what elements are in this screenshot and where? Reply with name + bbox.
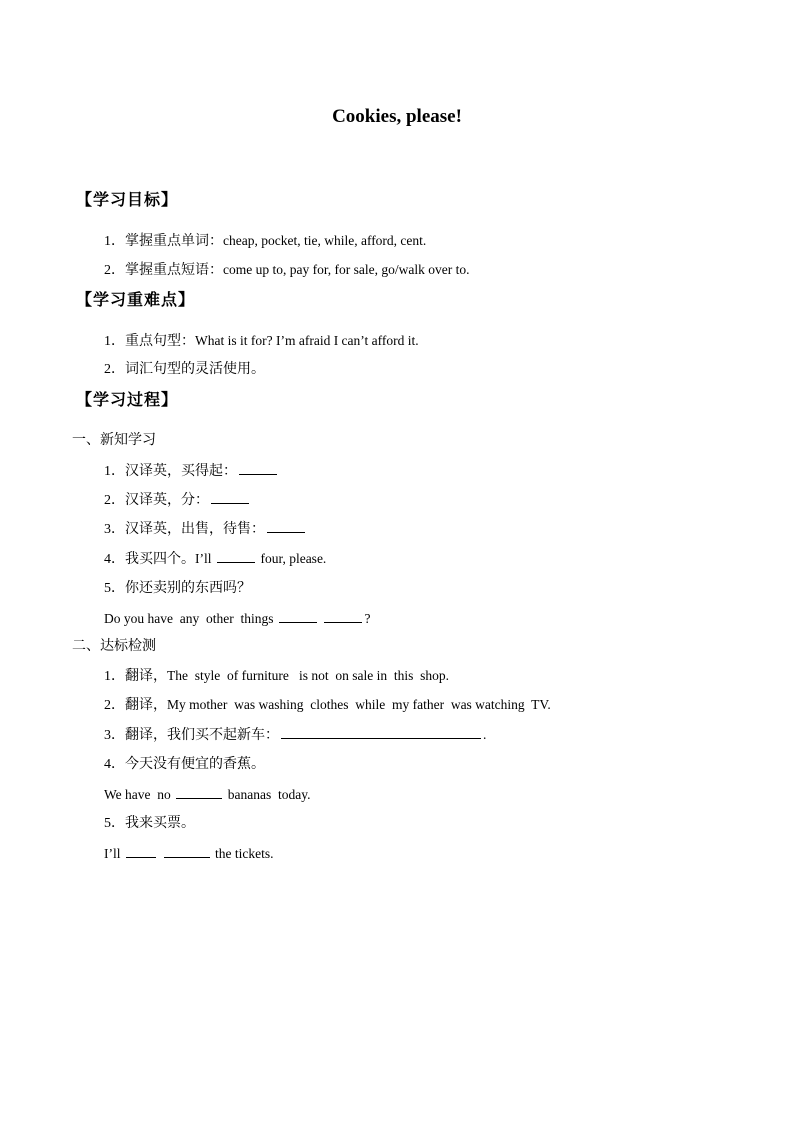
item-number: 2． — [104, 493, 125, 508]
item-label: 掌握重点短语： — [125, 262, 223, 278]
item-text-after: four, please. — [260, 551, 327, 566]
check-q5 — [104, 813, 195, 834]
objective-item-1 — [104, 231, 426, 252]
item-number: 1． — [104, 464, 125, 479]
item-text: The style of furniture is not on sale in this shop. — [167, 668, 449, 683]
item-label: 汉译英，分： — [125, 492, 209, 508]
new-knowledge-q5 — [104, 578, 251, 599]
item-label: 掌握重点单词： — [125, 233, 223, 249]
answer-blank[interactable] — [267, 518, 305, 533]
item-number: 5． — [104, 581, 125, 596]
new-knowledge-q4 — [104, 548, 326, 570]
key-point-item-1 — [104, 331, 419, 352]
heading-key-difficult-points: 【学习重难点】 — [76, 290, 196, 309]
answer-blank[interactable] — [281, 724, 481, 739]
item-text-after: bananas today. — [227, 787, 311, 802]
item-number: 4． — [104, 552, 125, 567]
item-text: What is it for? I’m afraid I can’t afford it. — [195, 333, 419, 348]
item-number: 2． — [104, 698, 125, 713]
check-q1 — [104, 666, 449, 687]
key-point-item-2 — [104, 359, 265, 380]
item-label: 翻译， — [125, 668, 167, 684]
heading-learning-objectives: 【学习目标】 — [76, 190, 179, 209]
check-q4-english — [104, 784, 311, 806]
item-label: 我买四个。 — [125, 551, 195, 567]
item-text: My mother was washing clothes while my father was watching TV. — [167, 697, 551, 712]
item-number: 3． — [104, 728, 125, 743]
item-number: 1． — [104, 669, 125, 684]
item-number: 1． — [104, 334, 125, 349]
answer-blank[interactable] — [176, 784, 222, 799]
answer-blank[interactable] — [211, 489, 249, 504]
item-number: 3． — [104, 522, 125, 537]
answer-blank[interactable] — [164, 843, 210, 858]
item-label: 词汇句型的灵活使用。 — [125, 361, 265, 377]
item-number: 1． — [104, 234, 125, 249]
new-knowledge-q2 — [104, 489, 251, 511]
heading-learning-process: 【学习过程】 — [76, 390, 179, 409]
item-number: 2． — [104, 263, 125, 278]
item-label: 今天没有便宜的香蕉。 — [125, 756, 265, 772]
item-text-after: . — [483, 727, 487, 742]
item-number: 2． — [104, 362, 125, 377]
item-text-after: the tickets. — [215, 846, 274, 861]
item-text-before: We have no — [104, 787, 171, 802]
item-label: 翻译， — [125, 697, 167, 713]
item-label: 你还卖别的东西吗？ — [125, 580, 251, 596]
answer-blank[interactable] — [279, 608, 317, 623]
item-text: cheap, pocket, tie, while, afford, cent. — [223, 233, 427, 248]
check-q5-english — [104, 843, 273, 865]
item-label: 汉译英，买得起： — [125, 463, 237, 479]
check-q2 — [104, 695, 551, 716]
item-text-before: I’ll — [195, 551, 212, 566]
answer-blank[interactable] — [126, 843, 156, 858]
new-knowledge-q1 — [104, 460, 279, 482]
item-number: 5． — [104, 816, 125, 831]
check-q4 — [104, 754, 265, 775]
answer-blank[interactable] — [217, 548, 255, 563]
item-text-before: Do you have any other things — [104, 611, 274, 626]
item-label: 汉译英，出售，待售： — [125, 521, 265, 537]
item-text-before: I’ll — [104, 846, 121, 861]
part1-label: 一、新知学习 — [72, 432, 156, 448]
new-knowledge-q3 — [104, 518, 307, 540]
item-label: 翻译，我们买不起新车： — [125, 727, 279, 743]
item-number: 4． — [104, 757, 125, 772]
answer-blank[interactable] — [324, 608, 362, 623]
item-text-after: ? — [364, 611, 371, 626]
part2-label: 二、达标检测 — [72, 638, 156, 654]
objective-item-2 — [104, 260, 470, 281]
item-label: 重点句型： — [125, 333, 195, 349]
document-title: Cookies, please! — [332, 106, 462, 127]
item-label: 我来买票。 — [125, 815, 195, 831]
answer-blank[interactable] — [239, 460, 277, 475]
new-knowledge-q5-english — [104, 608, 370, 630]
item-text: come up to, pay for, for sale, go/walk over to. — [223, 262, 470, 277]
check-q3 — [104, 724, 486, 746]
